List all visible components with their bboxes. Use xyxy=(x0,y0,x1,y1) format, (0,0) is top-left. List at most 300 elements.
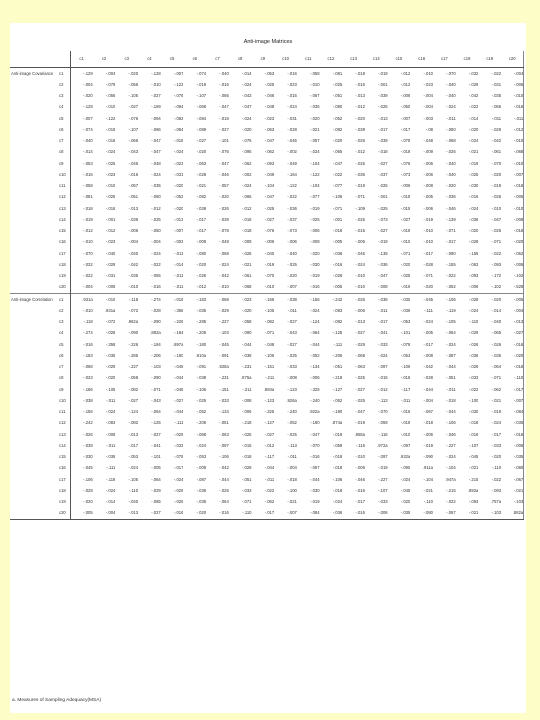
table-cell: -.020 xyxy=(241,126,252,132)
table-cell: -.172 xyxy=(491,273,502,279)
table-cell: -.007 xyxy=(274,508,297,520)
row-label: c1 xyxy=(56,68,70,80)
table-cell: -.019 xyxy=(264,261,275,267)
table-cell: -.019 xyxy=(355,420,365,426)
row-label: c14 xyxy=(56,440,70,451)
table-cell: -.105 xyxy=(128,93,139,99)
table-cell: -.026 xyxy=(491,194,502,200)
table-cell: -.015 xyxy=(241,442,252,448)
table-cell: -.029 xyxy=(468,330,479,336)
table-cell: -.011 xyxy=(106,442,116,448)
table-cell: -.064 xyxy=(446,330,456,336)
table-cell: -.067 xyxy=(128,183,139,189)
table-cell: -.059 xyxy=(378,420,388,426)
table-row xyxy=(10,271,524,282)
table-cell: -.010 xyxy=(423,228,433,234)
table-cell: -.020 xyxy=(468,126,479,132)
table-cell: -.109 xyxy=(355,205,365,211)
table-row xyxy=(10,418,524,429)
table-cell: -.024 xyxy=(468,205,479,211)
group-spacer xyxy=(10,497,56,508)
table-cell: -.103 xyxy=(478,508,501,520)
table-cell: -.061 xyxy=(491,149,502,155)
column-header: c14 xyxy=(365,51,388,68)
table-cell: .922a xyxy=(309,409,320,415)
table-cell: -.058 xyxy=(128,375,139,381)
table-cell: -.123 xyxy=(264,397,275,403)
table-cell: -.027 xyxy=(151,93,161,99)
table-cell: -.027 xyxy=(378,228,388,234)
table-cell: -.103 xyxy=(219,330,229,336)
table-cell: -.036 xyxy=(468,216,479,222)
table-row xyxy=(10,259,524,270)
table-cell: -.016 xyxy=(219,81,229,87)
table-cell: -.006 xyxy=(501,79,524,90)
table-cell: -.022 xyxy=(446,499,456,505)
table-cell: -.051 xyxy=(219,420,229,426)
column-header: c7 xyxy=(206,51,229,68)
group-spacer xyxy=(10,362,56,373)
table-cell: -.043 xyxy=(128,149,139,155)
table-cell: -.042 xyxy=(128,261,139,267)
table-cell: -.151 xyxy=(264,364,275,370)
table-cell: -.080 xyxy=(446,126,456,132)
table-cell: -.084 xyxy=(196,115,207,121)
table-cell: -.027 xyxy=(138,508,161,520)
table-cell: -.012 xyxy=(355,104,365,110)
table-cell: -.006 xyxy=(423,205,433,211)
table-cell: -.113 xyxy=(287,442,297,448)
table-cell: -.073 xyxy=(400,171,411,177)
table-cell: -.020 xyxy=(183,508,206,520)
table-cell: -.026 xyxy=(173,487,184,493)
table-cell: -.006 xyxy=(400,93,411,99)
column-header: c2 xyxy=(93,51,116,68)
table-cell: -.037 xyxy=(378,171,388,177)
table-cell: -.106 xyxy=(83,476,93,482)
table-cell: -.106 xyxy=(446,420,456,426)
table-row xyxy=(10,282,524,294)
table-cell: -.274 xyxy=(138,294,161,306)
table-cell: -.011 xyxy=(378,307,388,313)
group-spacer xyxy=(10,452,56,463)
table-cell: -.076 xyxy=(173,93,184,99)
table-cell: -.020 xyxy=(501,350,524,361)
table-cell: -.358 xyxy=(173,307,184,313)
table-cell: -.036 xyxy=(320,508,343,520)
table-cell: -.029 xyxy=(105,261,116,267)
table-cell: -.016 xyxy=(400,409,411,415)
table-cell: -.011 xyxy=(491,115,502,121)
table-cell: -.001 xyxy=(105,216,116,222)
group-spacer xyxy=(10,271,56,282)
table-cell: -.183 xyxy=(83,352,93,358)
table-cell: -.017 xyxy=(196,228,207,234)
table-cell: .932a xyxy=(399,454,411,460)
table-cell: -.045 xyxy=(219,341,229,347)
group-spacer xyxy=(10,169,56,180)
table-cell: -.242 xyxy=(320,294,343,306)
table-cell: -.035 xyxy=(196,499,207,505)
table-cell: -.052 xyxy=(287,420,297,426)
table-cell: -.053 xyxy=(196,454,207,460)
table-cell: -.046 xyxy=(287,138,297,144)
table-row xyxy=(10,181,524,192)
table-cell: -.020 xyxy=(501,237,524,248)
table-row xyxy=(10,362,524,373)
table-cell: .931a xyxy=(104,307,116,313)
table-row xyxy=(10,158,524,169)
table-cell: -.010 xyxy=(400,239,411,245)
table-cell: -.082 xyxy=(128,420,139,426)
table-cell: -.067 xyxy=(310,93,320,99)
table-cell: -.020 xyxy=(310,250,320,256)
footnote: a. Measures of Sampling Adequacy(MSA) xyxy=(12,698,102,703)
table-cell: -.008 xyxy=(196,465,207,471)
table-row xyxy=(10,147,524,158)
group-spacer xyxy=(10,79,56,90)
table-cell: -.028 xyxy=(151,307,161,313)
group-spacer xyxy=(10,237,56,248)
table-cell: -.013 xyxy=(501,317,524,328)
table-row xyxy=(10,91,524,102)
table-cell: -.025 xyxy=(287,431,297,437)
table-cell: -.089 xyxy=(196,126,207,132)
table-cell: -.035 xyxy=(310,104,320,110)
table-cell: -.101 xyxy=(219,138,229,144)
table-cell: -.047 xyxy=(264,194,275,200)
table-cell: -.033 xyxy=(241,487,252,493)
table-cell: -.068 xyxy=(241,284,252,290)
table-cell: -.023 xyxy=(105,239,116,245)
table-cell: -.020 xyxy=(287,273,297,279)
table-cell: -.023 xyxy=(423,81,433,87)
table-cell: -.017 xyxy=(378,319,388,325)
table-cell: -.022 xyxy=(287,194,297,200)
table-cell: -.065 xyxy=(241,194,252,200)
row-label: c13 xyxy=(56,203,70,214)
table-cell: -.030 xyxy=(388,294,411,306)
table-cell: -.020 xyxy=(241,307,252,313)
table-cell: -.110 xyxy=(469,319,479,325)
table-cell: -.025 xyxy=(378,205,388,211)
table-cell: -.022 xyxy=(491,476,502,482)
table-cell: -.045 xyxy=(83,465,93,471)
table-cell: -.044 xyxy=(446,364,456,370)
table-cell: -.019 xyxy=(83,216,93,222)
table-cell: -.020 xyxy=(310,115,320,121)
table-cell: -.042 xyxy=(423,364,433,370)
table-cell: -.023 xyxy=(83,375,93,381)
table-cell: -.026 xyxy=(196,273,207,279)
table-cell: -.017 xyxy=(196,216,207,222)
table-cell: -.010 xyxy=(423,70,433,76)
row-label: c4 xyxy=(56,328,70,339)
table-cell: -.012 xyxy=(355,149,365,155)
table-cell: -.020 xyxy=(173,205,184,211)
table-cell: -.020 xyxy=(83,499,93,505)
table-cell: -.046 xyxy=(355,476,365,482)
table-cell: -.047 xyxy=(355,409,365,415)
table-cell: -.046 xyxy=(355,250,365,256)
table-row xyxy=(10,350,524,361)
table-row xyxy=(10,474,524,485)
table-cell: -.047 xyxy=(241,104,252,110)
table-cell: -.013 xyxy=(355,319,365,325)
table-cell: -.08 xyxy=(425,126,433,132)
table-cell: -.016 xyxy=(128,171,139,177)
table-cell: -.044 xyxy=(241,341,252,347)
table-cell: -.090 xyxy=(400,465,411,471)
table-cell: -.012 xyxy=(196,284,207,290)
table-cell: -.047 xyxy=(219,160,229,166)
table-cell: -.022 xyxy=(491,250,502,256)
table-cell: -.049 xyxy=(264,171,275,177)
table-cell: -.013 xyxy=(128,431,139,437)
table-cell: -.155 xyxy=(468,250,479,256)
table-cell: -.045 xyxy=(410,294,433,306)
table-cell: -.095 xyxy=(241,149,252,155)
table-cell: -.104 xyxy=(264,183,275,189)
table-cell: -.180 xyxy=(196,341,207,347)
table-cell: -.240 xyxy=(287,409,297,415)
table-cell: -.006 xyxy=(287,239,297,245)
table-cell: -.111 xyxy=(174,420,184,426)
table-cell: -.044 xyxy=(173,375,184,381)
table-cell: -.019 xyxy=(105,126,116,132)
table-cell: -.017 xyxy=(173,465,184,471)
table-cell: -.006 xyxy=(400,183,411,189)
table-cell: -.102 xyxy=(501,271,524,282)
table-cell: -.227 xyxy=(446,442,456,448)
table-cell: -.206 xyxy=(332,352,343,358)
table-cell: -.008 xyxy=(287,375,297,381)
table-cell: -.020 xyxy=(355,115,365,121)
table-cell: -.024 xyxy=(241,183,252,189)
table-cell: -.040 xyxy=(128,250,139,256)
table-cell: -.325 xyxy=(310,386,320,392)
table-cell: -.008 xyxy=(423,352,433,358)
table-cell: -.010 xyxy=(151,81,161,87)
row-label: c15 xyxy=(56,452,70,463)
table-cell: -.052 xyxy=(310,352,320,358)
table-cell: -.082 xyxy=(332,319,343,325)
table-cell: -.064 xyxy=(491,364,502,370)
table-cell: -.039 xyxy=(355,126,365,132)
row-label: c14 xyxy=(56,214,70,225)
table-cell: -.106 xyxy=(196,386,207,392)
table-cell: -.134 xyxy=(219,409,229,415)
table-cell: -.022 xyxy=(83,273,93,279)
table-cell: -.015 xyxy=(378,375,388,381)
table-cell: -.071 xyxy=(264,330,275,336)
table-cell: -.027 xyxy=(400,216,411,222)
table-row xyxy=(10,203,524,214)
table-cell: -.018 xyxy=(332,487,343,493)
table-cell: -.020 xyxy=(128,70,139,76)
table-cell: -.043 xyxy=(151,397,161,403)
table-cell: -.008 xyxy=(310,239,320,245)
row-label: c4 xyxy=(56,102,70,113)
table-cell: -.073 xyxy=(287,228,297,234)
table-cell: -.037 xyxy=(287,216,297,222)
table-cell: -.051 xyxy=(332,93,343,99)
table-cell: -.102 xyxy=(491,284,502,290)
table-cell: -.024 xyxy=(491,420,502,426)
table-cell: -.087 xyxy=(196,476,207,482)
table-cell: -.014 xyxy=(468,115,479,121)
table-cell: -.019 xyxy=(378,239,388,245)
table-cell: -.206 xyxy=(151,352,161,358)
table-cell: -.091 xyxy=(219,352,229,358)
table-cell: -.038 xyxy=(83,442,93,448)
table-cell: -.016 xyxy=(151,284,161,290)
table-cell: -.081 xyxy=(83,194,93,200)
table-row xyxy=(10,102,524,113)
table-cell: -.038 xyxy=(274,294,297,306)
table-cell: -.047 xyxy=(264,138,275,144)
table-cell: -.008 xyxy=(501,214,524,225)
table-cell: -.082 xyxy=(264,319,275,325)
table-cell: -.028 xyxy=(241,465,252,471)
table-cell: -.180 xyxy=(173,352,184,358)
table-cell: -.057 xyxy=(310,138,320,144)
table-cell: -.005 xyxy=(423,330,433,336)
table-cell: -.063 xyxy=(264,126,275,132)
table-cell: -.105 xyxy=(446,319,456,325)
table-cell: -.031 xyxy=(173,171,184,177)
row-label: c10 xyxy=(56,169,70,180)
table-cell: -.064 xyxy=(219,499,229,505)
table-cell: -.011 xyxy=(446,115,456,121)
row-label: c3 xyxy=(56,317,70,328)
table-cell: -.010 xyxy=(105,183,116,189)
table-cell: -.040 xyxy=(446,160,456,166)
table-cell: -.010 xyxy=(501,158,524,169)
table-cell: -.016 xyxy=(83,171,93,177)
table-cell: -.067 xyxy=(501,474,524,485)
table-cell: -.111 xyxy=(424,307,433,313)
table-cell: -.012 xyxy=(501,124,524,135)
table-cell: -.027 xyxy=(264,216,275,222)
table-row xyxy=(10,305,524,316)
table-cell: -.007 xyxy=(83,115,93,121)
table-cell: -.018 xyxy=(241,454,252,460)
table-cell: -.078 xyxy=(173,454,184,460)
table-cell: -.139 xyxy=(446,216,456,222)
table-cell: -.018 xyxy=(287,476,297,482)
table-cell: -.025 xyxy=(105,160,116,166)
table-cell: -.024 xyxy=(378,352,388,358)
table-title: Anti-image Matrices xyxy=(243,39,293,45)
table-cell: -.028 xyxy=(456,294,479,306)
table-cell: -.021 xyxy=(287,499,297,505)
table-cell: -.010 xyxy=(219,284,229,290)
table-cell: -.006 xyxy=(310,375,320,381)
table-cell: -.083 xyxy=(332,307,343,313)
table-cell: -.094 xyxy=(173,104,184,110)
table-cell: -.025 xyxy=(105,194,116,200)
table-cell: -.046 xyxy=(219,171,229,177)
table-cell: -.128 xyxy=(83,104,93,110)
table-cell: -.125 xyxy=(151,420,161,426)
table-cell: -.024 xyxy=(446,454,456,460)
table-cell: -.065 xyxy=(151,499,161,505)
table-cell: -.040 xyxy=(491,319,502,325)
table-cell: -.048 xyxy=(219,239,229,245)
table-cell: -.022 xyxy=(151,261,161,267)
group-spacer xyxy=(10,474,56,485)
table-cell: -.051 xyxy=(332,364,343,370)
row-label: c7 xyxy=(56,362,70,373)
table-cell: -.080 xyxy=(332,104,343,110)
table-cell: -.184 xyxy=(173,330,184,336)
table-cell: -.016 xyxy=(355,81,365,87)
group-spacer xyxy=(10,463,56,474)
table-cell: -.078 xyxy=(400,138,411,144)
table-cell: -.044 xyxy=(310,476,320,482)
row-label: c7 xyxy=(56,136,70,147)
table-cell: -.164 xyxy=(287,171,297,177)
table-cell: -.038 xyxy=(365,294,388,306)
table-cell: -.027 xyxy=(355,330,365,336)
table-cell: -.010 xyxy=(501,203,524,214)
table-cell: -.006 xyxy=(423,431,433,437)
table-cell: -.274 xyxy=(83,330,93,336)
row-label: c17 xyxy=(56,474,70,485)
table-cell: -.076 xyxy=(241,138,252,144)
column-header: c15 xyxy=(388,51,411,68)
table-cell: -.016 xyxy=(310,454,320,460)
table-cell: -.117 xyxy=(264,454,275,460)
table-cell: -.019 xyxy=(196,81,207,87)
table-cell: -.285 xyxy=(196,319,207,325)
table-cell: -.029 xyxy=(151,487,161,493)
table-cell: -.013 xyxy=(115,508,138,520)
table-cell: -.019 xyxy=(310,205,320,211)
table-cell: -.013 xyxy=(173,216,184,222)
table-cell: -.012 xyxy=(83,228,93,234)
table-cell: -.033 xyxy=(219,397,229,403)
table-cell: -.040 xyxy=(446,81,456,87)
table-cell: -.105 xyxy=(128,476,139,482)
table-cell: -.211 xyxy=(242,386,252,392)
table-cell: -.071 xyxy=(400,250,411,256)
table-cell: -.006 xyxy=(423,160,433,166)
group-spacer xyxy=(10,158,56,169)
table-cell: -.093 xyxy=(468,499,479,505)
column-header: c4 xyxy=(138,51,161,68)
table-cell: -.011 xyxy=(287,454,297,460)
table-cell: -.029 xyxy=(355,341,365,347)
table-cell: -.011 xyxy=(264,476,275,482)
table-cell: -.051 xyxy=(446,375,456,381)
table-cell: -.042 xyxy=(491,138,502,144)
table-cell: -.111 xyxy=(333,341,343,347)
table-cell: -.076 xyxy=(219,149,229,155)
column-header: c5 xyxy=(161,51,184,68)
table-cell: -.093 xyxy=(468,273,479,279)
table-cell: -.128 xyxy=(151,70,161,76)
table-cell: -.050 xyxy=(400,104,411,110)
table-cell: -.011 xyxy=(401,397,411,403)
table-cell: -.014 xyxy=(105,499,116,505)
table-cell: -.028 xyxy=(105,330,116,336)
table-cell: -.014 xyxy=(83,149,93,155)
table-cell: -.018 xyxy=(468,420,479,426)
table-cell: -.026 xyxy=(446,149,456,155)
table-cell: -.010 xyxy=(355,273,365,279)
